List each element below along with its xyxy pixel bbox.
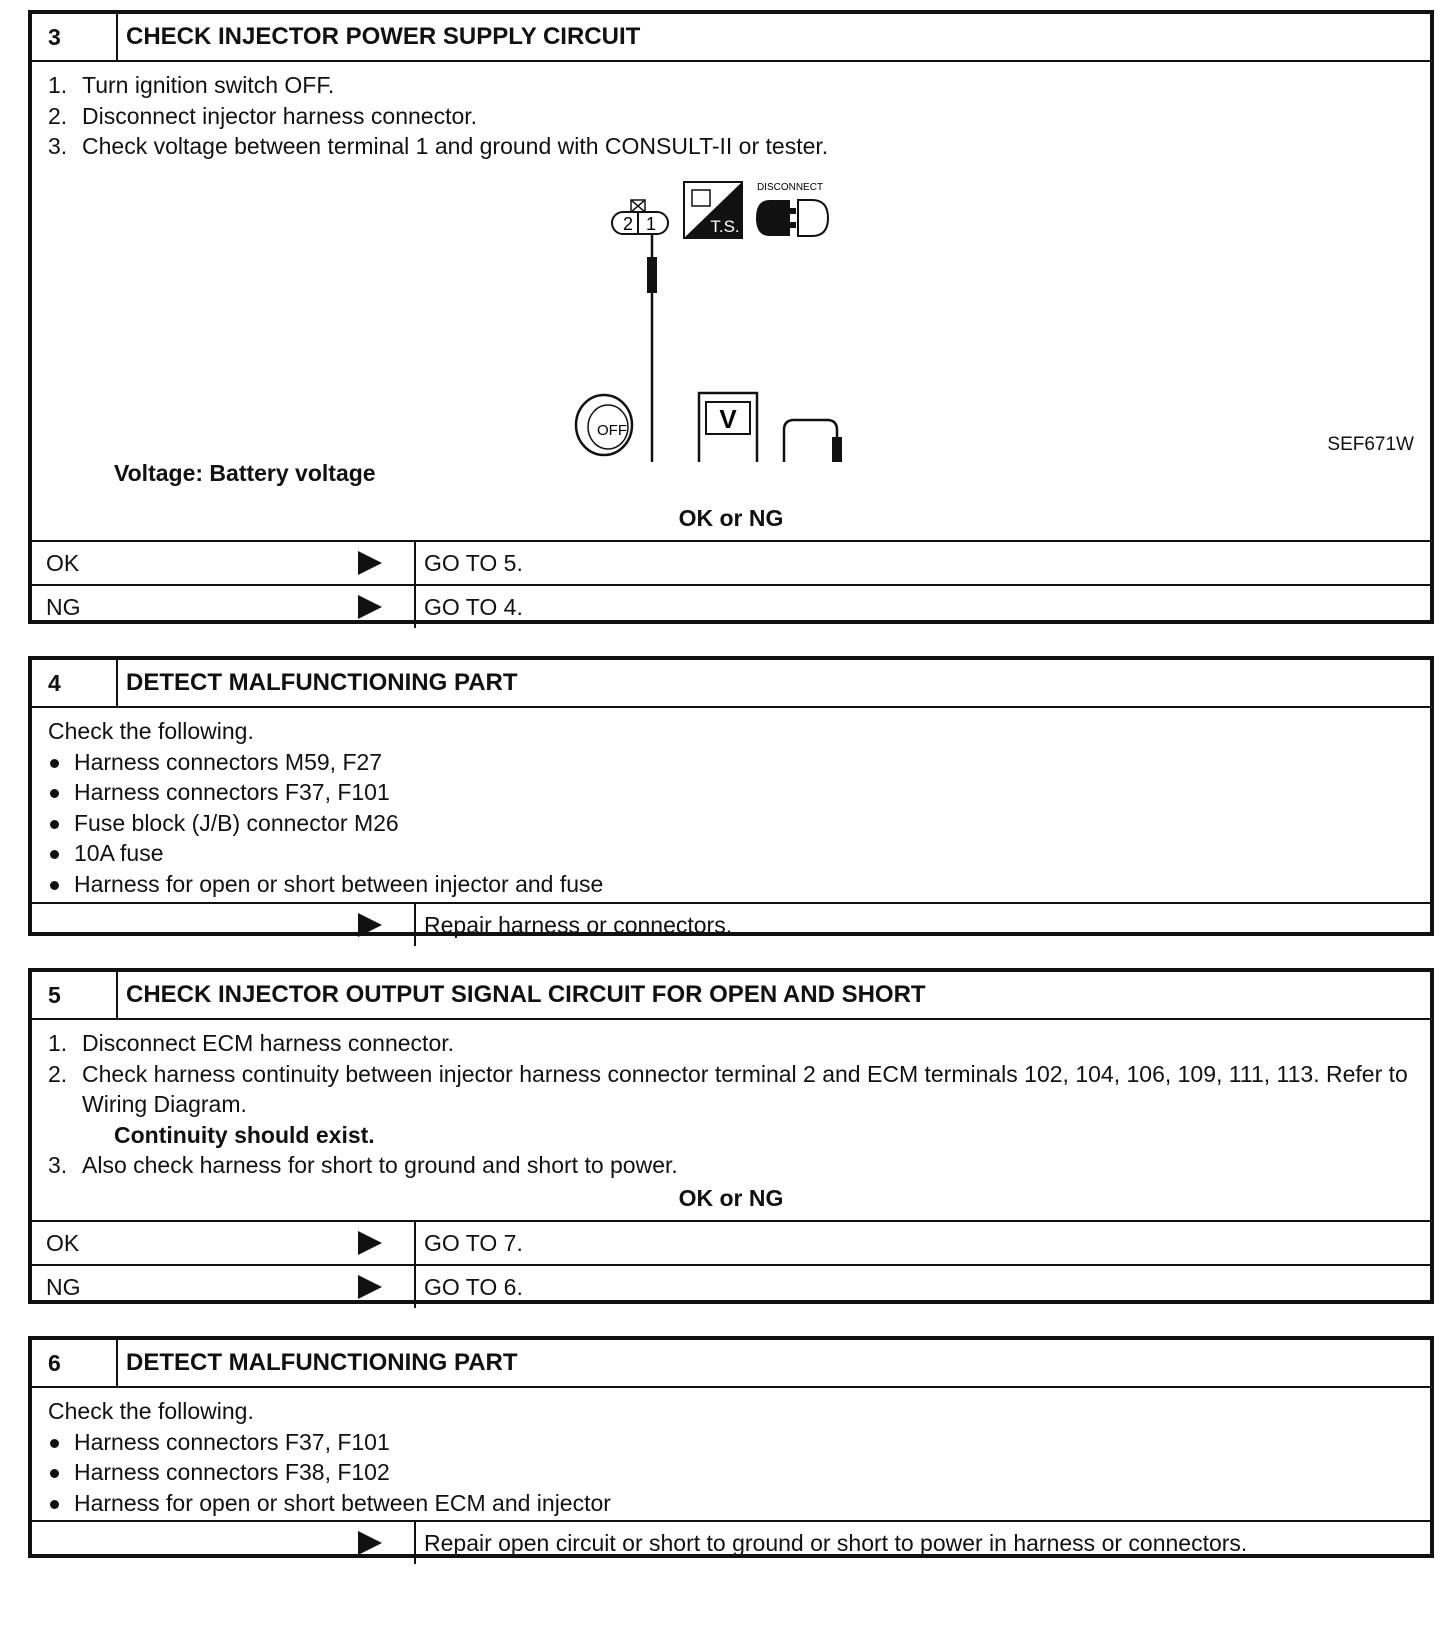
result-action: GO TO 7. <box>424 1229 523 1256</box>
step-body <box>32 708 1430 902</box>
step-header <box>32 1340 1430 1388</box>
result-label: NG <box>46 593 81 620</box>
step-body <box>32 1388 1430 1520</box>
bullet-item: Harness connectors F37, F101 <box>48 1427 1414 1458</box>
step-4-block <box>28 656 1434 936</box>
bullet-item: 10A fuse <box>48 838 1414 869</box>
result-action: GO TO 4. <box>424 593 523 620</box>
voltage-check-figure <box>48 162 1414 462</box>
step-title: CHECK INJECTOR OUTPUT SIGNAL CIRCUIT FOR OPEN AND SHORT <box>126 981 926 1008</box>
step-title: CHECK INJECTOR POWER SUPPLY CIRCUIT <box>126 23 641 50</box>
spec-text: Continuity should exist. <box>114 1121 375 1148</box>
step-5-block <box>28 968 1434 1304</box>
arrow-right-icon <box>358 913 382 937</box>
result-action: Repair open circuit or short to ground or short to power in harness or connectors. <box>424 1529 1248 1556</box>
bullet-item: Harness for open or short between injector and fuse <box>48 869 1414 900</box>
circuit-diagram <box>32 162 1402 462</box>
step-number: 4 <box>32 660 118 706</box>
result-row-ng <box>32 584 1430 628</box>
voltmeter-icon <box>699 393 757 462</box>
probe-icon <box>647 257 657 293</box>
intro-text: Check the following. <box>48 718 254 744</box>
result-action: Repair harness or connectors. <box>424 911 733 938</box>
arrow-right-icon <box>358 1231 382 1255</box>
arrow-right-icon <box>358 551 382 575</box>
figure-code: SEF671W <box>1327 433 1414 455</box>
result-row-ng <box>32 1264 1430 1308</box>
bullet-item: Harness for open or short between ECM and injector <box>48 1488 1414 1519</box>
step-number: 6 <box>32 1340 118 1386</box>
result-action: GO TO 5. <box>424 549 523 576</box>
bullet-item: Fuse block (J/B) connector M26 <box>48 808 1414 839</box>
meter-label: V <box>719 403 737 434</box>
disconnect-icon <box>756 182 828 236</box>
step-number: 3 <box>32 14 118 60</box>
instruction-3: 3. Also check harness for short to ground and short to power. <box>48 1152 678 1178</box>
ts-label: T.S. <box>710 216 740 236</box>
spec-text: Voltage: Battery voltage <box>114 459 376 486</box>
result-label: OK <box>46 549 80 576</box>
ignition-key-off-icon <box>576 395 632 455</box>
result-action: GO TO 6. <box>424 1273 523 1300</box>
step-number: 5 <box>32 972 118 1018</box>
disconnect-label: DISCONNECT <box>756 181 824 193</box>
instruction-1: 1. Disconnect ECM harness connector. <box>48 1030 455 1056</box>
instruction-1: 1. Turn ignition switch OFF. <box>48 72 335 98</box>
step-body <box>32 62 1430 488</box>
step-title: DETECT MALFUNCTIONING PART <box>126 1349 518 1376</box>
arrow-right-icon <box>358 1531 382 1555</box>
step-3-block <box>28 10 1434 624</box>
result-row <box>32 1520 1430 1564</box>
bullet-item: Harness connectors M59, F27 <box>48 747 1414 778</box>
ok-or-ng-label: OK or NG <box>678 1185 784 1211</box>
intro-text: Check the following. <box>48 1398 254 1424</box>
result-row-ok <box>32 1220 1430 1264</box>
bullet-item: Harness connectors F38, F102 <box>48 1457 1414 1488</box>
instruction-3: 3. Check voltage between terminal 1 and ground with CONSULT-II or tester. <box>48 133 829 159</box>
step-title: DETECT MALFUNCTIONING PART <box>126 669 518 696</box>
result-label: OK <box>46 1229 80 1256</box>
step-header <box>32 660 1430 708</box>
connector-icon <box>612 200 668 234</box>
step-6-block <box>28 1336 1434 1558</box>
instruction-2: 2. Check harness continuity between injector harness connector terminal 2 and ECM terminals 102, 104, 106, 109, 111, 113. Refer to Wiring Diagram. <box>48 1060 1408 1117</box>
ts-icon <box>684 182 742 238</box>
result-label: NG <box>46 1273 81 1300</box>
step-header <box>32 14 1430 62</box>
ok-or-ng-label: OK or NG <box>678 505 784 531</box>
instruction-2: 2. Disconnect injector harness connector. <box>48 102 478 129</box>
result-row <box>32 902 1430 946</box>
key-off-label: OFF <box>597 421 627 439</box>
bullet-item: Harness connectors F37, F101 <box>48 777 1414 808</box>
terminal-1-label: 1 <box>646 213 657 234</box>
arrow-right-icon <box>358 1275 382 1299</box>
step-body <box>32 1020 1430 1176</box>
result-row-ok <box>32 540 1430 584</box>
step-header <box>32 972 1430 1020</box>
arrow-right-icon <box>358 595 382 619</box>
terminal-2-label: 2 <box>623 213 634 234</box>
